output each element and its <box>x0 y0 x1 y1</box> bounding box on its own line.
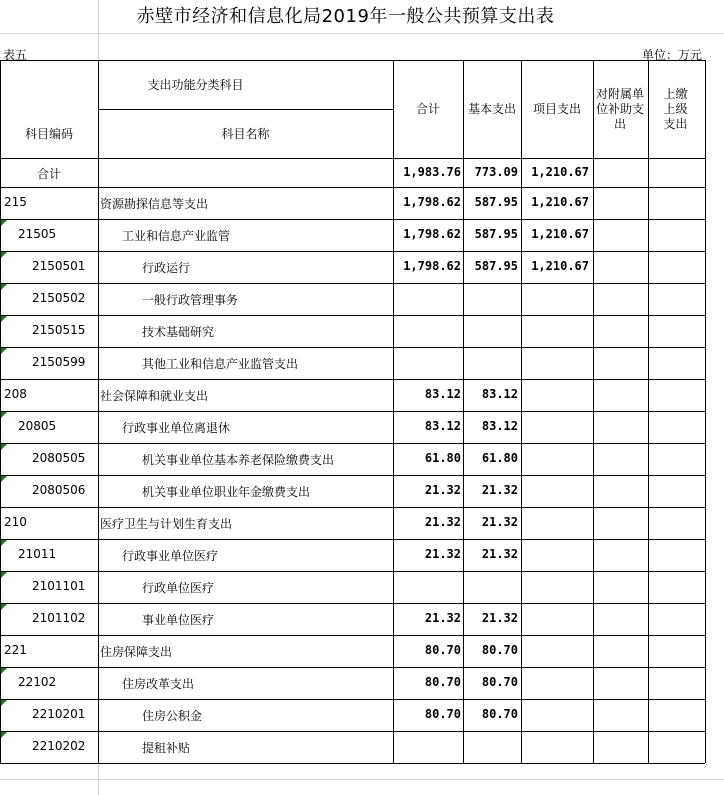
header-code: 科目编码 <box>24 127 73 141</box>
cell-flag-icon <box>1 220 7 226</box>
row-code: 21505 <box>18 227 57 241</box>
row-name: 机关事业单位基本养老保险缴费支出 <box>142 453 335 467</box>
row-basic: 83.12 <box>481 387 518 401</box>
row-code: 2080506 <box>32 483 86 497</box>
table-label: 表五 <box>3 48 28 62</box>
row-border <box>0 219 705 220</box>
header-upper: 上缴上级支出 <box>663 87 688 131</box>
row-border <box>0 443 705 444</box>
row-basic: 21.32 <box>481 547 518 561</box>
row-code: 208 <box>4 387 27 401</box>
row-border <box>0 411 705 412</box>
row-code: 215 <box>4 195 27 209</box>
row-code: 合计 <box>37 167 62 181</box>
row-border <box>0 539 705 540</box>
row-basic: 21.32 <box>481 483 518 497</box>
row-code: 22102 <box>18 675 57 689</box>
row-total: 80.70 <box>424 675 461 689</box>
row-border <box>0 667 705 668</box>
row-name: 行政运行 <box>142 261 191 275</box>
row-name: 机关事业单位职业年金缴费支出 <box>142 485 311 499</box>
row-name: 社会保障和就业支出 <box>100 389 209 403</box>
row-code: 2150502 <box>32 291 86 305</box>
row-basic: 773.09 <box>474 165 518 179</box>
row-basic: 80.70 <box>481 675 518 689</box>
unit-label: 单位：万元 <box>641 48 702 62</box>
cell-flag-icon <box>1 476 7 482</box>
row-total: 21.32 <box>424 483 461 497</box>
row-total: 61.80 <box>424 451 461 465</box>
row-code: 21011 <box>18 547 57 561</box>
row-name: 住房改革支出 <box>122 677 195 691</box>
row-basic: 83.12 <box>481 419 518 433</box>
row-total: 80.70 <box>424 643 461 657</box>
cell-flag-icon <box>1 412 7 418</box>
cell-flag-icon <box>1 572 7 578</box>
row-basic: 587.95 <box>474 227 518 241</box>
gridline <box>0 33 724 34</box>
row-name: 提租补贴 <box>142 741 191 755</box>
page-title: 赤壁市经济和信息化局2019年一般公共预算支出表 <box>136 6 555 27</box>
row-border <box>0 379 705 380</box>
column-border <box>593 60 594 763</box>
cell-flag-icon <box>1 284 7 290</box>
row-total: 1,798.62 <box>403 227 461 241</box>
row-project: 1,210.67 <box>531 165 589 179</box>
row-border <box>0 731 705 732</box>
row-name: 工业和信息产业监管 <box>122 229 231 243</box>
table-border <box>98 109 393 110</box>
row-code: 2150501 <box>32 259 86 273</box>
header-project: 项目支出 <box>532 102 581 116</box>
row-total: 1,798.62 <box>403 195 461 209</box>
table-border <box>0 158 705 159</box>
header-total: 合计 <box>415 102 440 116</box>
row-total: 1,798.62 <box>403 259 461 273</box>
row-project: 1,210.67 <box>531 227 589 241</box>
row-border <box>0 507 705 508</box>
row-total: 83.12 <box>424 387 461 401</box>
row-border <box>0 571 705 572</box>
column-border <box>705 60 706 763</box>
row-border <box>0 603 705 604</box>
row-name: 行政事业单位医疗 <box>122 549 219 563</box>
cell-flag-icon <box>1 668 7 674</box>
row-code: 2210202 <box>32 739 86 753</box>
row-code: 2101102 <box>32 611 86 625</box>
row-name: 技术基础研究 <box>142 325 215 339</box>
row-code: 221 <box>4 643 27 657</box>
row-code: 2210201 <box>32 707 86 721</box>
cell-flag-icon <box>1 700 7 706</box>
row-code: 20805 <box>18 419 57 433</box>
row-basic: 80.70 <box>481 707 518 721</box>
row-code: 2150515 <box>32 323 86 337</box>
row-border <box>0 699 705 700</box>
column-border <box>648 60 649 763</box>
header-function-class: 支出功能分类科目 <box>147 78 244 92</box>
row-total: 1,983.76 <box>403 165 461 179</box>
row-border <box>0 635 705 636</box>
table-border <box>0 763 705 764</box>
cell-flag-icon <box>1 316 7 322</box>
row-name: 行政单位医疗 <box>142 581 215 595</box>
row-name: 医疗卫生与计划生育支出 <box>100 517 233 531</box>
row-name: 资源勘探信息等支出 <box>100 197 209 211</box>
row-name: 住房保障支出 <box>100 645 173 659</box>
cell-flag-icon <box>1 348 7 354</box>
row-project: 1,210.67 <box>531 195 589 209</box>
gridline <box>98 763 99 795</box>
row-total: 21.32 <box>424 515 461 529</box>
row-basic: 80.70 <box>481 643 518 657</box>
column-border <box>98 60 99 763</box>
row-total: 21.32 <box>424 611 461 625</box>
row-name: 行政事业单位离退休 <box>122 421 231 435</box>
row-border <box>0 475 705 476</box>
cell-flag-icon <box>1 444 7 450</box>
row-name: 一般行政管理事务 <box>142 293 239 307</box>
row-total: 80.70 <box>424 707 461 721</box>
row-total: 21.32 <box>424 547 461 561</box>
cell-flag-icon <box>1 732 7 738</box>
row-border <box>0 347 705 348</box>
row-basic: 587.95 <box>474 259 518 273</box>
header-subsidy: 对附属单位补助支出 <box>595 87 644 131</box>
cell-flag-icon <box>1 252 7 258</box>
cell-flag-icon <box>1 540 7 546</box>
row-basic: 587.95 <box>474 195 518 209</box>
row-code: 210 <box>4 515 27 529</box>
row-basic: 21.32 <box>481 515 518 529</box>
header-name: 科目名称 <box>221 127 270 141</box>
cell-flag-icon <box>1 604 7 610</box>
gridline <box>0 779 724 780</box>
row-name: 事业单位医疗 <box>142 613 215 627</box>
row-total: 83.12 <box>424 419 461 433</box>
header-basic: 基本支出 <box>467 102 516 116</box>
row-border <box>0 251 705 252</box>
row-code: 2101101 <box>32 579 86 593</box>
row-border <box>0 187 705 188</box>
table-border <box>0 60 705 61</box>
row-basic: 61.80 <box>481 451 518 465</box>
row-name: 其他工业和信息产业监管支出 <box>142 357 299 371</box>
row-border <box>0 315 705 316</box>
row-project: 1,210.67 <box>531 259 589 273</box>
row-code: 2150599 <box>32 355 86 369</box>
row-name: 住房公积金 <box>142 709 203 723</box>
row-border <box>0 283 705 284</box>
row-basic: 21.32 <box>481 611 518 625</box>
row-code: 2080505 <box>32 451 86 465</box>
